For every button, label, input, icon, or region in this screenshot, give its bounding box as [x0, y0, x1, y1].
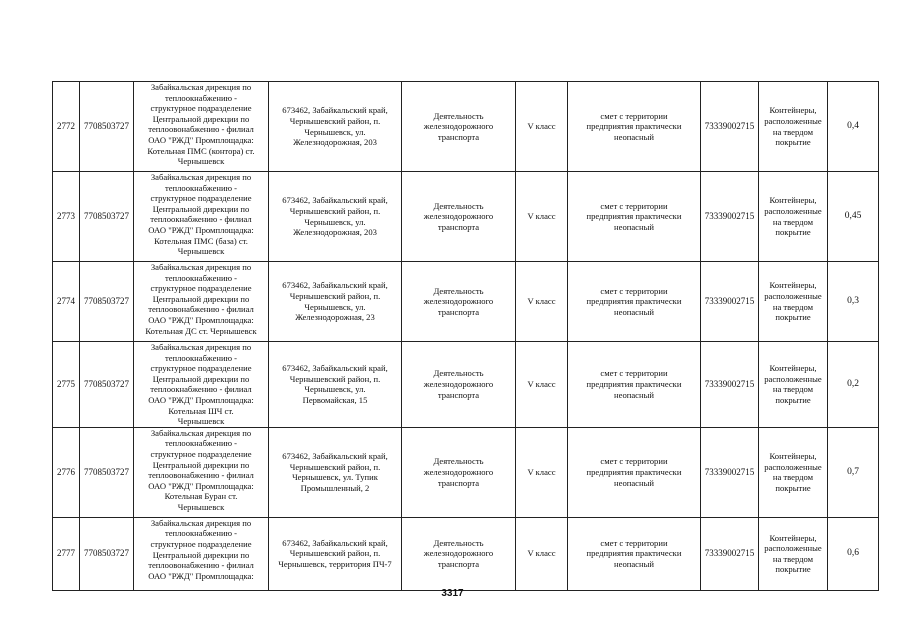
inn-cell: 7708503727	[80, 342, 134, 428]
waste-type-cell: смет с территории предприятия практически неопасный	[568, 82, 701, 172]
hazard-class-cell: V класс	[516, 262, 568, 342]
table-row	[53, 82, 879, 172]
address-cell: 673462, Забайкальский край, Чернышевский район, п. Чернышевск, ул. Железнодорожная, 23	[269, 262, 402, 342]
row-number: 2775	[53, 342, 80, 428]
storage-cell: Контейнеры, расположенные на твердом покрытие	[759, 82, 828, 172]
organization-cell: Забайкальская дирекция по теплоокнабжению - структурное подразделение Центральной дирекции по теплоовонабжению - филиал ОАО "РЖД" Промплощадка: Котельная ПМС (контора) ст. Чернышевск	[134, 82, 269, 172]
address-cell: 673462, Забайкальский край, Чернышевский район, п. Чернышевск, ул. Первомайская, 15	[269, 342, 402, 428]
row-number: 2776	[53, 427, 80, 517]
address-cell: 673462, Забайкальский край, Чернышевский район, п. Чернышевск, ул. Железнодорожная, 203	[269, 82, 402, 172]
table-row	[53, 172, 879, 262]
hazard-class-cell: V класс	[516, 82, 568, 172]
organization-cell: Забайкальская дирекция по теплоокнабжению - структурное подразделение Центральной дирекции по теплоовонабжению - филиал ОАО "РЖД" Промплощадка: Котельная ДС ст. Чернышевск	[134, 262, 269, 342]
amount-cell: 0,7	[828, 427, 879, 517]
table-row	[53, 427, 879, 517]
storage-cell: Контейнеры, расположенные на твердом покрытие	[759, 262, 828, 342]
address-cell: 673462, Забайкальский край, Чернышевский район, п. Чернышевск, ул. Тупик Промышленный, 2	[269, 427, 402, 517]
table-row	[53, 262, 879, 342]
activity-cell: Деятельность железнодорожного транспорта	[402, 172, 516, 262]
table-row	[53, 517, 879, 590]
activity-cell: Деятельность железнодорожного транспорта	[402, 262, 516, 342]
hazard-class-cell: V класс	[516, 427, 568, 517]
waste-code-cell: 73339002715	[701, 172, 759, 262]
storage-cell: Контейнеры, расположенные на твердом покрытие	[759, 517, 828, 590]
table-row	[53, 342, 879, 428]
waste-registry-table	[52, 81, 879, 591]
activity-cell: Деятельность железнодорожного транспорта	[402, 82, 516, 172]
activity-cell: Деятельность железнодорожного транспорта	[402, 427, 516, 517]
row-number: 2773	[53, 172, 80, 262]
organization-cell: Забайкальская дирекция по теплоокнабжению - структурное подразделение Центральной дирекции по теплоокнабжению - филиал ОАО "РЖД" Промплощадка: Котельная ПМС (база) ст. Чернышевск	[134, 172, 269, 262]
amount-cell: 0,2	[828, 342, 879, 428]
hazard-class-cell: V класс	[516, 342, 568, 428]
waste-type-cell: смет с территории предприятия практически неопасный	[568, 262, 701, 342]
row-number: 2772	[53, 82, 80, 172]
waste-type-cell: смет с территории предприятия практически неопасный	[568, 342, 701, 428]
inn-cell: 7708503727	[80, 262, 134, 342]
amount-cell: 0,45	[828, 172, 879, 262]
waste-code-cell: 73339002715	[701, 342, 759, 428]
waste-code-cell: 73339002715	[701, 262, 759, 342]
inn-cell: 7708503727	[80, 427, 134, 517]
activity-cell: Деятельность железнодорожного транспорта	[402, 342, 516, 428]
organization-cell: Забайкальская дирекция по теплоокнабжению - структурное подразделение Центральной дирекции по теплоокнабжению - филиал ОАО "РЖД" Промплощадка: Котельная ШЧ ст. Чернышевск	[134, 342, 269, 428]
amount-cell: 0,3	[828, 262, 879, 342]
storage-cell: Контейнеры, расположенные на твердом покрытие	[759, 342, 828, 428]
inn-cell: 7708503727	[80, 172, 134, 262]
amount-cell: 0,4	[828, 82, 879, 172]
storage-cell: Контейнеры, расположенные на твердом покрытие	[759, 172, 828, 262]
activity-cell: Деятельность железнодорожного транспорта	[402, 517, 516, 590]
waste-code-cell: 73339002715	[701, 517, 759, 590]
amount-cell: 0,6	[828, 517, 879, 590]
organization-cell: Забайкальская дирекция по теплоокнабжению - структурное подразделение Центральной дирекции по теплоовонабжению - филиал ОАО "РЖД" Промплощадка:	[134, 517, 269, 590]
inn-cell: 7708503727	[80, 82, 134, 172]
storage-cell: Контейнеры, расположенные на твердом покрытие	[759, 427, 828, 517]
waste-type-cell: смет с территории предприятия практически неопасный	[568, 172, 701, 262]
row-number: 2777	[53, 517, 80, 590]
address-cell: 673462, Забайкальский край, Чернышевский район, п. Чернышевск, территория ПЧ-7	[269, 517, 402, 590]
hazard-class-cell: V класс	[516, 517, 568, 590]
inn-cell: 7708503727	[80, 517, 134, 590]
waste-type-cell: смет с территории предприятия практически неопасный	[568, 517, 701, 590]
waste-code-cell: 73339002715	[701, 427, 759, 517]
organization-cell: Забайкальская дирекция по теплоокнабжению - структурное подразделение Центральной дирекции по теплоовонабжению - филиал ОАО "РЖД" Промплощадка: Котельная Буран ст. Чернышевск	[134, 427, 269, 517]
waste-type-cell: смет с территории предприятия практически неопасный	[568, 427, 701, 517]
hazard-class-cell: V класс	[516, 172, 568, 262]
address-cell: 673462, Забайкальский край, Чернышевский район, п. Чернышевск, ул. Железнодорожная, 203	[269, 172, 402, 262]
row-number: 2774	[53, 262, 80, 342]
page-number: 3317	[441, 588, 464, 599]
waste-code-cell: 73339002715	[701, 82, 759, 172]
